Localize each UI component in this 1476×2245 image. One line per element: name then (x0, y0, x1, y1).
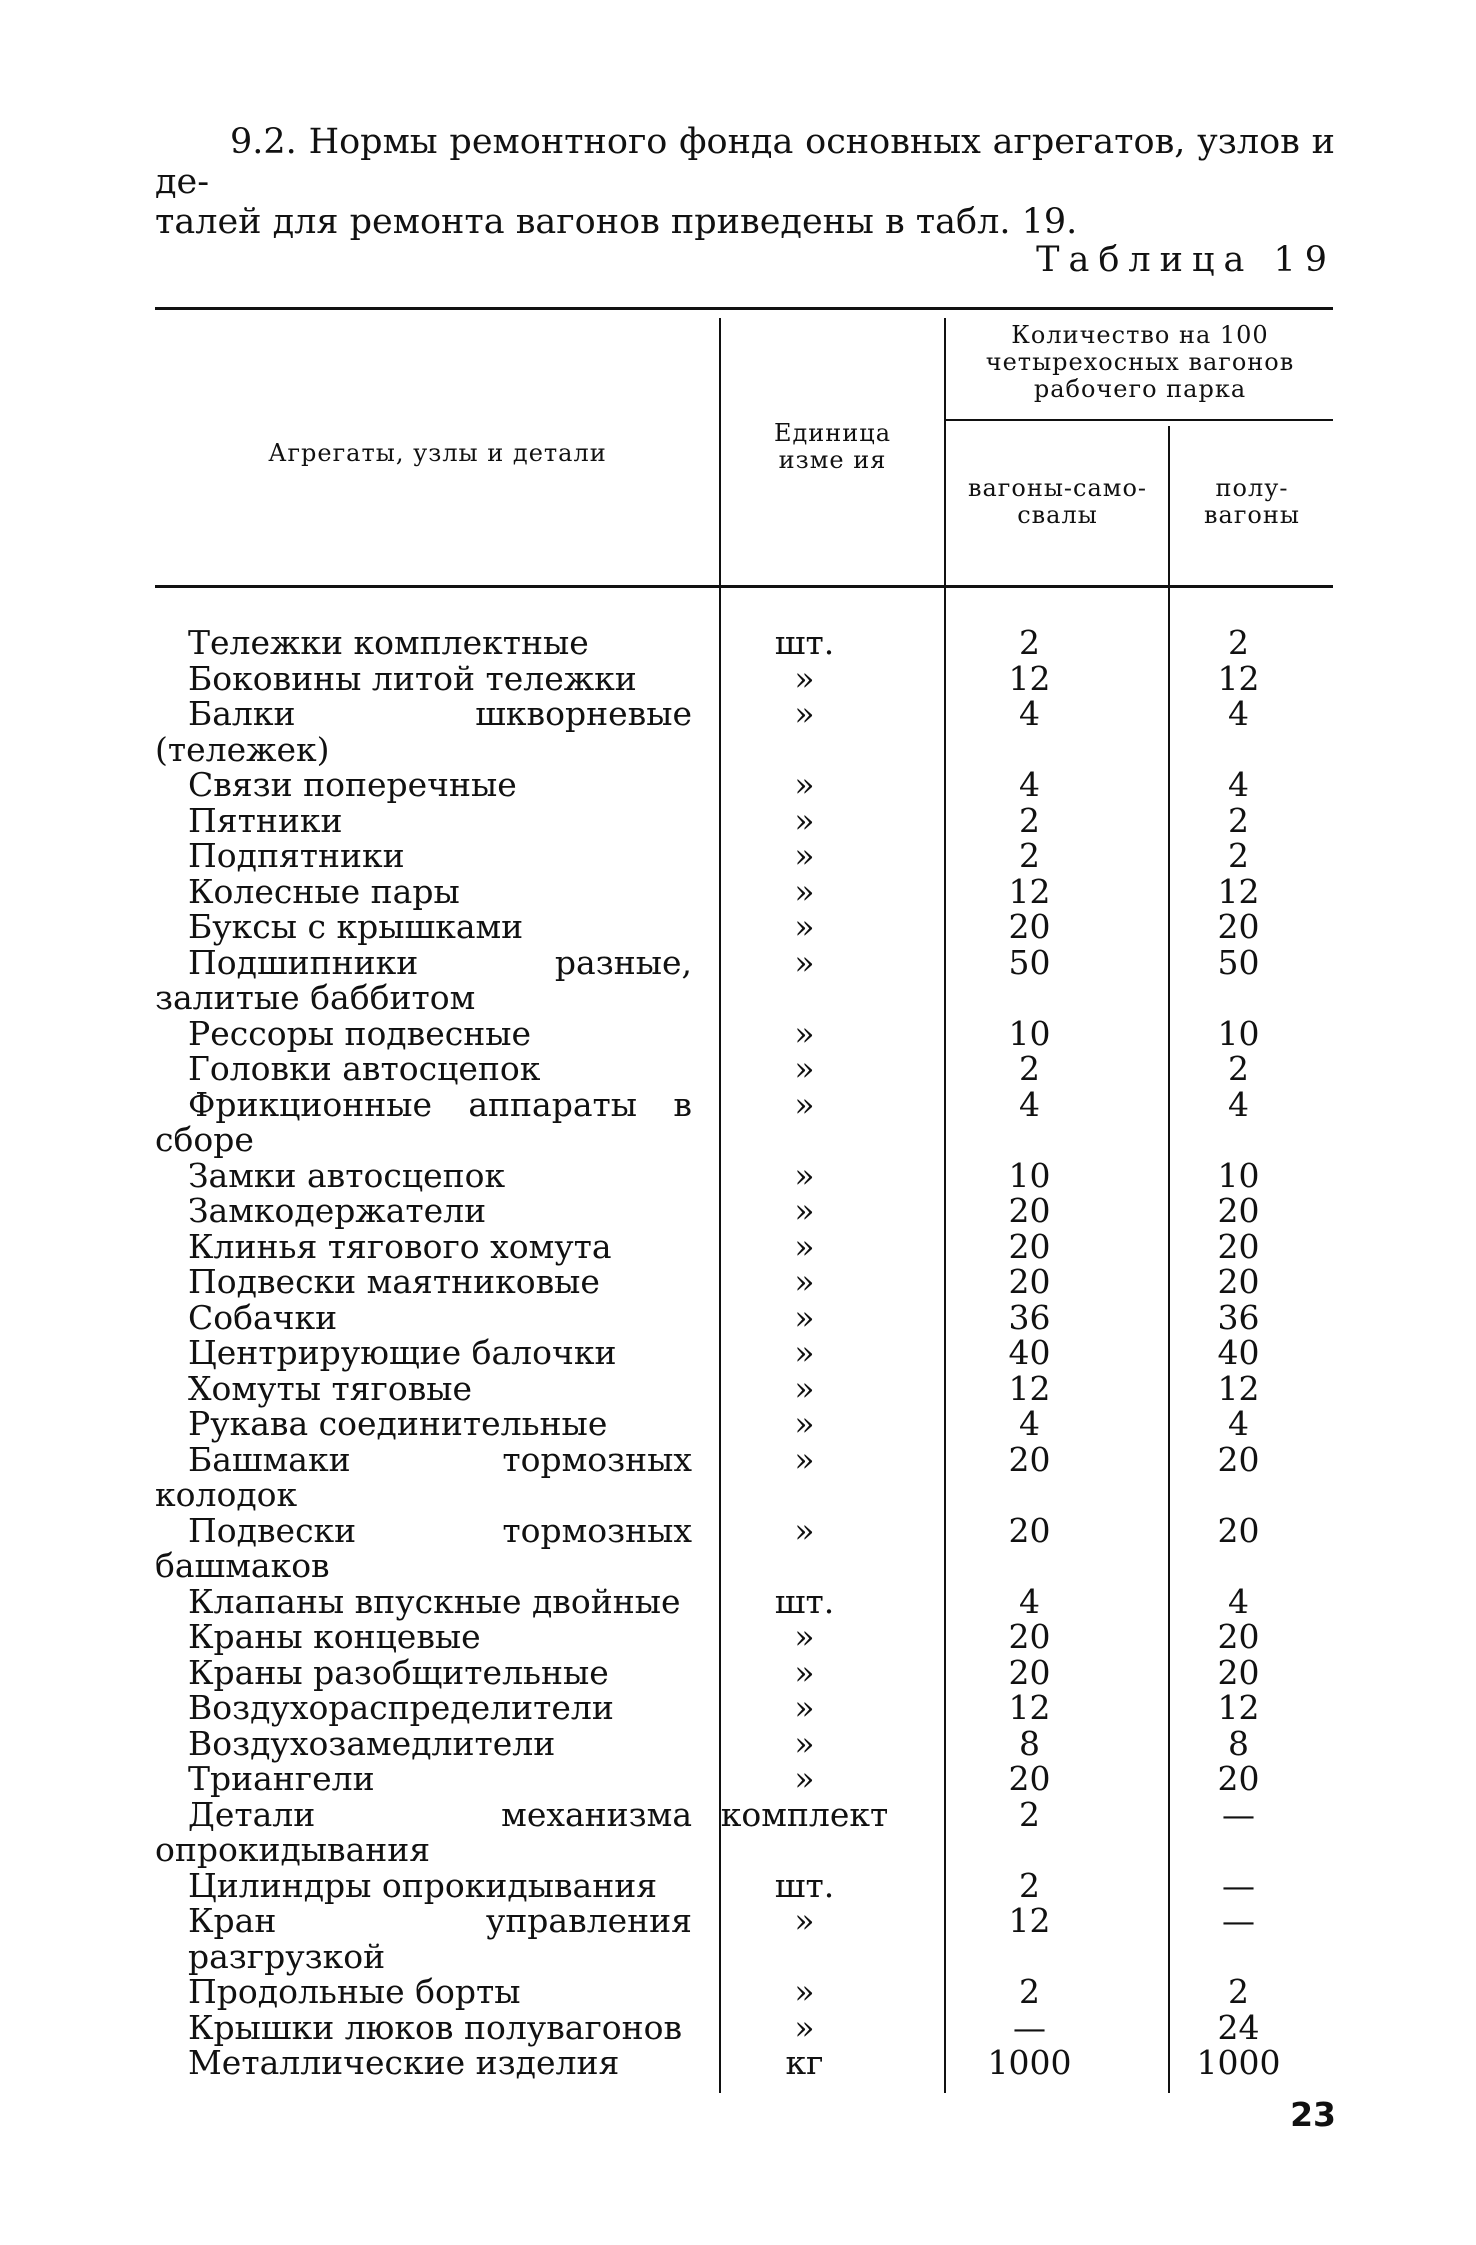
row-dump-cars-qty: 50 (1008, 942, 1051, 982)
row-gondola-qty: 20 (1217, 1262, 1260, 1301)
row-dump-cars-qty: 1000 (987, 2043, 1072, 2082)
row-name: Балки шкворневые (тележек) (155, 694, 692, 769)
row-gondola-qty: 4 (1228, 694, 1249, 733)
row-dump-cars-qty: 36 (1008, 1297, 1051, 1337)
table-row (155, 1368, 1335, 1408)
row-dump-cars-qty: 20 (1008, 1191, 1051, 1230)
row-unit: » (794, 1155, 815, 1195)
row-gondola-qty: 4 (1228, 1404, 1249, 1443)
table-row (155, 625, 1335, 661)
row-gondola-qty: 20 (1217, 907, 1260, 946)
row-gondola-qty: 12 (1217, 1688, 1260, 1727)
row-name: Подшипники разные, залитые баббитом (155, 942, 692, 1017)
table-row (155, 1794, 1335, 1869)
row-unit: » (794, 1901, 815, 1940)
row-unit: » (794, 871, 815, 911)
table-row (155, 1051, 1335, 1087)
row-dump-cars-qty: 8 (1019, 1723, 1040, 1763)
row-name: Краны концевые (188, 1617, 481, 1656)
table-row (155, 838, 1335, 874)
row-dump-cars-qty: 40 (1008, 1333, 1051, 1372)
table-row (155, 1297, 1335, 1337)
table-row (155, 800, 1335, 840)
row-unit: » (794, 765, 815, 804)
header-dump-cars (950, 475, 1165, 529)
row-unit: » (794, 1404, 815, 1443)
row-unit: » (794, 1723, 815, 1763)
header-unit-line-2: изме ия (778, 446, 887, 474)
intro-paragraph (155, 122, 1335, 242)
row-gondola-qty: 20 (1217, 1617, 1260, 1656)
row-unit: » (794, 1297, 815, 1337)
header-gondola-line-2: вагоны (1204, 501, 1300, 529)
table-row (155, 1335, 1335, 1371)
row-unit: » (794, 800, 815, 840)
row-dump-cars-qty: 4 (1019, 1404, 1040, 1443)
row-name: Крышки люков полувагонов (188, 2007, 683, 2047)
table-row (155, 1264, 1335, 1300)
row-dump-cars-qty: 2 (1019, 800, 1040, 840)
row-unit: » (794, 2007, 815, 2047)
row-dump-cars-qty: 20 (1008, 1617, 1051, 1656)
row-dump-cars-qty: 4 (1019, 1084, 1040, 1124)
row-dump-cars-qty: 2 (1019, 623, 1040, 662)
row-gondola-qty: — (1222, 1865, 1255, 1905)
row-dump-cars-qty: 2 (1019, 836, 1040, 875)
row-dump-cars-qty: — (1013, 2007, 1046, 2047)
table-row (155, 2007, 1335, 2047)
header-quantity-line-1: Количество на 100 (1011, 321, 1269, 349)
row-name: Подпятники (188, 836, 405, 875)
row-name: Боковины литой тележки (188, 658, 637, 698)
row-dump-cars-qty: 2 (1019, 1972, 1040, 2011)
row-name: Клапаны впускные двойные (188, 1581, 681, 1621)
table-row (155, 1013, 1335, 1053)
row-name: Воздухораспределители (188, 1688, 614, 1727)
row-gondola-qty: 2 (1228, 1049, 1249, 1088)
row-dump-cars-qty: 12 (1008, 1368, 1051, 1408)
row-gondola-qty: 4 (1228, 1581, 1249, 1621)
row-name: Рессоры подвесные (188, 1013, 532, 1053)
row-gondola-qty: 20 (1217, 1510, 1260, 1550)
table-row (155, 1652, 1335, 1692)
row-name: Фрикционные аппараты в сборе (155, 1084, 692, 1159)
header-name: Агрегаты, узлы и детали (268, 439, 607, 467)
row-unit: кг (785, 2043, 824, 2082)
row-name: Воздухозамедлители (188, 1723, 556, 1763)
row-name: Головки автосцепок (188, 1049, 541, 1088)
row-name: Краны разобщительные (188, 1652, 609, 1692)
table-row (155, 1865, 1335, 1905)
table-row (155, 1193, 1335, 1229)
row-gondola-qty: 20 (1217, 1652, 1260, 1692)
row-dump-cars-qty: 4 (1019, 765, 1040, 804)
intro-line-2: талей для ремонта вагонов приведены в табл. 19. (155, 202, 1078, 242)
row-unit: комплект (720, 1794, 889, 1834)
table-row (155, 909, 1335, 945)
row-gondola-qty: 1000 (1196, 2043, 1281, 2082)
row-gondola-qty: — (1222, 1901, 1255, 1940)
table-row (155, 1226, 1335, 1266)
header-quantity-line-3: рабочего парка (1033, 375, 1247, 403)
row-unit: шт. (774, 1865, 835, 1905)
row-dump-cars-qty: 20 (1008, 1439, 1051, 1479)
row-unit: » (794, 942, 815, 982)
row-unit: » (794, 1759, 815, 1798)
row-gondola-qty: 2 (1228, 623, 1249, 662)
row-name: Замкодержатели (188, 1191, 487, 1230)
row-dump-cars-qty: 2 (1019, 1049, 1040, 1088)
row-unit: » (794, 1084, 815, 1124)
row-unit: » (794, 1013, 815, 1053)
intro-line-1: 9.2. Нормы ремонтного фонда основных агрегатов, узлов и де- (155, 122, 1335, 202)
row-unit: » (794, 1262, 815, 1301)
header-bottom-rule (155, 585, 1333, 588)
row-dump-cars-qty: 12 (1008, 658, 1051, 698)
row-gondola-qty: 24 (1217, 2007, 1260, 2047)
row-gondola-qty: 40 (1217, 1333, 1260, 1372)
row-gondola-qty: 20 (1217, 1191, 1260, 1230)
row-name: Хомуты тяговые (188, 1368, 473, 1408)
row-name: Рукава соединительные (188, 1404, 608, 1443)
row-name: Продольные борты (188, 1972, 521, 2011)
table-row (155, 1155, 1335, 1195)
row-unit: » (794, 1510, 815, 1550)
row-unit: » (794, 1368, 815, 1408)
row-gondola-qty: 4 (1228, 1084, 1249, 1124)
row-dump-cars-qty: 10 (1008, 1155, 1051, 1195)
row-dump-cars-qty: 2 (1019, 1794, 1040, 1834)
table-row (155, 1761, 1335, 1797)
row-gondola-qty: 2 (1228, 836, 1249, 875)
row-name: Тележки комплектные (188, 623, 589, 662)
page-number: 23 (1290, 2095, 1336, 2134)
row-dump-cars-qty: 20 (1008, 1510, 1051, 1550)
row-name: Детали механизма опрокидывания (155, 1794, 692, 1869)
row-unit: » (794, 836, 815, 875)
header-gondola-line-1: полу- (1215, 474, 1289, 502)
row-name: Связи поперечные (188, 765, 517, 804)
row-gondola-qty: 10 (1217, 1013, 1260, 1053)
row-dump-cars-qty: 20 (1008, 1226, 1051, 1266)
row-unit: » (794, 694, 815, 733)
row-gondola-qty: 4 (1228, 765, 1249, 804)
table-row (155, 1974, 1335, 2010)
table-row (155, 1406, 1335, 1442)
table-row (155, 1903, 1335, 1974)
table-row (155, 2045, 1335, 2081)
row-gondola-qty: 2 (1228, 1972, 1249, 2011)
table-row (155, 1581, 1335, 1621)
row-name: Собачки (188, 1297, 338, 1337)
row-name: Кран управления разгрузкой (188, 1901, 692, 1976)
row-dump-cars-qty: 4 (1019, 694, 1040, 733)
row-gondola-qty: 36 (1217, 1297, 1260, 1337)
quantity-subheader-rule (945, 419, 1333, 421)
header-gondola-cars (1172, 475, 1332, 529)
row-unit: » (794, 1972, 815, 2011)
table-row (155, 658, 1335, 698)
row-gondola-qty: 12 (1217, 871, 1260, 911)
row-dump-cars-qty: 20 (1008, 1759, 1051, 1798)
header-quantity-line-2: четырехосных вагонов (985, 348, 1295, 376)
row-gondola-qty: 20 (1217, 1439, 1260, 1479)
row-gondola-qty: 8 (1228, 1723, 1249, 1763)
row-unit: » (794, 658, 815, 698)
header-unit (725, 420, 940, 474)
row-gondola-qty: 20 (1217, 1226, 1260, 1266)
row-unit: » (794, 1333, 815, 1372)
row-unit: » (794, 1226, 815, 1266)
table-body (155, 625, 1335, 2081)
header-dump-line-2: свалы (1017, 501, 1098, 529)
row-name: Подвески маятниковые (188, 1262, 600, 1301)
row-name: Цилиндры опрокидывания (188, 1865, 658, 1905)
row-name: Пятники (188, 800, 343, 840)
table-row (155, 942, 1335, 1017)
row-name: Колесные пары (188, 871, 460, 911)
row-unit: » (794, 1688, 815, 1727)
header-quantity (950, 322, 1330, 403)
table-row (155, 1690, 1335, 1726)
row-name: Подвески тормозных башмаков (155, 1510, 692, 1585)
table-row (155, 1084, 1335, 1159)
row-dump-cars-qty: 12 (1008, 871, 1051, 911)
row-dump-cars-qty: 20 (1008, 1262, 1051, 1301)
row-name: Замки автосцепок (188, 1155, 506, 1195)
row-unit: » (794, 1617, 815, 1656)
header-unit-line-1: Единица (773, 419, 892, 447)
table-row (155, 696, 1335, 767)
row-dump-cars-qty: 4 (1019, 1581, 1040, 1621)
table-row (155, 871, 1335, 911)
row-dump-cars-qty: 20 (1008, 1652, 1051, 1692)
row-unit: » (794, 1439, 815, 1479)
row-name: Центрирующие балочки (188, 1333, 617, 1372)
row-name: Клинья тягового хомута (188, 1226, 612, 1266)
row-unit: шт. (774, 623, 835, 662)
row-unit: » (794, 1049, 815, 1088)
row-gondola-qty: 12 (1217, 658, 1260, 698)
header-dump-line-1: вагоны-само- (967, 474, 1148, 502)
row-name: Буксы с крышками (188, 907, 524, 946)
row-dump-cars-qty: 10 (1008, 1013, 1051, 1053)
row-name: Триангели (188, 1759, 375, 1798)
table-row (155, 1439, 1335, 1514)
row-gondola-qty: — (1222, 1794, 1255, 1834)
row-dump-cars-qty: 20 (1008, 907, 1051, 946)
table-row (155, 1619, 1335, 1655)
table-row (155, 1510, 1335, 1585)
row-unit: » (794, 907, 815, 946)
row-name: Металлические изделия (188, 2043, 620, 2082)
row-unit: » (794, 1191, 815, 1230)
row-gondola-qty: 50 (1217, 942, 1260, 982)
table-row (155, 767, 1335, 803)
table-row (155, 1723, 1335, 1763)
row-gondola-qty: 2 (1228, 800, 1249, 840)
row-gondola-qty: 20 (1217, 1759, 1260, 1798)
table-top-rule (155, 307, 1333, 310)
row-gondola-qty: 10 (1217, 1155, 1260, 1195)
row-gondola-qty: 12 (1217, 1368, 1260, 1408)
row-unit: » (794, 1652, 815, 1692)
row-dump-cars-qty: 2 (1019, 1865, 1040, 1905)
row-dump-cars-qty: 12 (1008, 1688, 1051, 1727)
row-unit: шт. (774, 1581, 835, 1621)
table-caption: Таблица 19 (1036, 240, 1336, 280)
row-dump-cars-qty: 12 (1008, 1901, 1051, 1940)
row-name: Башмаки тормозных колодок (155, 1439, 692, 1514)
